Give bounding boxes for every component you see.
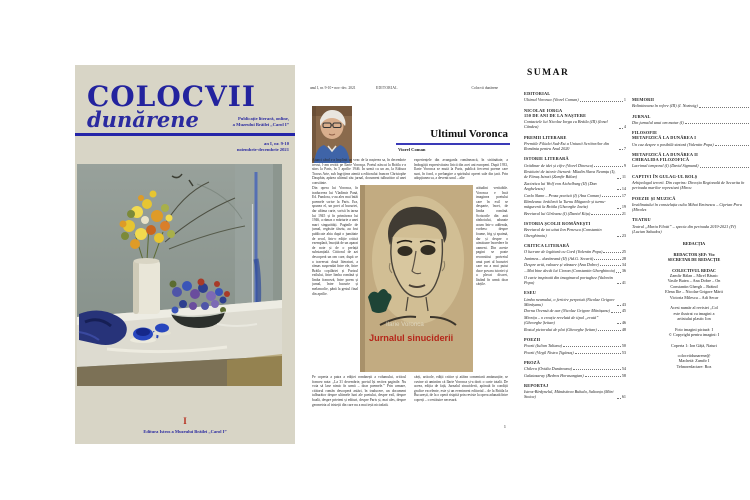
footer-line: © Copyright pentru imagini: I: [668, 332, 720, 338]
dot-leader: [594, 166, 623, 167]
toc-entry: Poezii (Virgil Nistru Țigănuș) 53: [524, 349, 626, 355]
dot-leader: [580, 101, 623, 102]
toc-entry: Premiile Filialei Sud-Est a Uniunii Scriitorilor din România pentru Anul 2020 7: [524, 140, 626, 152]
header-issue-info: anul I, nr. 9-10 • nov.-dec. 2021: [310, 86, 356, 90]
cover-tagline-line2: a Muzeului Brăilei „Carol I”: [232, 122, 289, 128]
toc-entry: Chilera (Ovidiu Dunăreanu) 54: [524, 366, 626, 372]
dot-leader: [575, 353, 621, 354]
author-photo: [312, 106, 352, 163]
toc-entry: Arhipelagul terorii. Din cuprins: Direcția Regională de Securita în perioada marilor represiuni (Mircu: [632, 180, 745, 191]
toc-entry: Rostul pictorului de plai (Gheorghe Șeitan) 48: [524, 326, 626, 332]
page-number: 1: [503, 424, 506, 429]
toc-title: SUMAR: [527, 68, 570, 78]
dot-leader: [594, 259, 621, 260]
dot-leader: [617, 236, 621, 237]
header-magazine-name: Colocvii dunărene: [471, 86, 498, 90]
toc-section-heading: REPORTAJ: [524, 382, 549, 388]
cover-page: [75, 65, 295, 444]
toc-footer: [632, 241, 750, 369]
toc-entry: Invălinatului în constelația cultu Mihai Eminescu – Ciprian Poru (Mirales: [632, 201, 742, 213]
toc-entry: Carla Slann – Proza poetică (I) (Ana Coman) 17: [524, 192, 626, 198]
footer-line: Acest număr al revistei „Col: [670, 305, 718, 311]
toc-entry: Poezii (Iulian Talianu) 50: [524, 343, 626, 349]
toc-section-heading: EDITORIAL: [524, 91, 551, 96]
article-author: Viorel Coman: [398, 147, 426, 152]
toc-section-heading: POEZII: [524, 336, 541, 342]
cover-tagline-line1: Publicație literară, online,: [237, 116, 289, 121]
footer-line: Vasile Butea – Ana Dobre – On: [667, 278, 721, 284]
footer-line: artistului plastic Ion: [677, 316, 711, 322]
footer-line: Elena Ilie – Nicolae Grigore Mării: [665, 289, 723, 295]
footer-line: este ilustrat cu imagini a: [673, 310, 715, 316]
toc-entry: Din jurnalul unui om matur (I): [632, 120, 750, 125]
dot-leader: [619, 128, 623, 129]
toc-section-heading: CAPTIVI ÎN GULAG-UL BOLȘ: [632, 173, 698, 179]
toc-section-heading: NICOLAE IORGA 150 DE ANI DE LA NAȘTERE: [524, 107, 587, 118]
footer-line: Victoria Milescu – Adi Secar: [669, 294, 719, 300]
toc-section-heading: PROZĂ: [524, 359, 541, 365]
toc-section-heading: JURNAL: [632, 113, 651, 119]
dot-leader: [591, 214, 621, 215]
footer-line: REDACȚIA: [682, 241, 706, 247]
toc-entry: O carte inspirată din imaginarul portughez (Valentin Popa) 41: [524, 274, 626, 286]
toc-section-heading: TEATRU: [632, 217, 651, 223]
cover-divider-rule: [75, 133, 295, 136]
toc-left-column: [524, 86, 626, 400]
dot-leader: [617, 178, 621, 179]
dot-leader: [602, 196, 621, 197]
footer-line: Machetă: Zamfir I: [678, 358, 710, 364]
header-section-label: EDITORIAL: [376, 86, 398, 90]
dot-leader: [617, 305, 621, 306]
dot-leader: [715, 145, 750, 146]
cover-tagline: [233, 116, 289, 128]
toc-section-heading: FILOSOFIE METAFIZICĂ LA DUNĂREA I: [632, 130, 697, 141]
toc-entry: Lacrimal temporal (I) (David Sigmund): [632, 163, 750, 168]
cover-painting: [77, 164, 282, 386]
dot-leader: [685, 123, 750, 124]
article-text-col2-bottom: cărți, articole, ediții critice și atâtea comentarii amănunțite, se cuvine să amintim că Ilarie Voronca și-a dorit o carte totală. De aceea, ediția de față, Jurnalul sinuciderii, apărută în condiții grafice excelente, este și un eveniment editorial – de la Brăila la București, de la o operă risipită prin reviste la opera adunată între coperți – o restituire necesară.: [414, 375, 508, 402]
book-author: Ilarie Voronca: [386, 321, 424, 328]
dot-leader: [573, 369, 621, 370]
toc-entry: Istros-Birdynelul, Mănăstirea Buhala, Saltonța (Mări Stoica) 61: [524, 389, 626, 400]
toc-section-heading: ISTORIA ȘCOLII ROMÂNEȘTI: [524, 220, 591, 226]
dot-leader: [617, 323, 621, 324]
toc-section-heading: ESEU: [524, 290, 537, 296]
toc-section-heading: POEZIE ȘI MUZICĂ: [632, 195, 676, 201]
dot-leader: [603, 252, 620, 253]
toc-entry: Galatasaray (Bedros Horasangian) 58: [524, 372, 626, 378]
toc-section-heading: METAFIZICĂ LA DUNĂREA II CHIRALIDA FILOZOFICĂ: [632, 151, 698, 163]
toc-right-column: [632, 92, 750, 369]
cover-issue-line2: noiembrie-decembrie 2021: [236, 147, 289, 153]
footer-line: REDACTOR ȘEF: Vio: [673, 251, 715, 257]
dot-leader: [619, 149, 623, 150]
toc-entry: Un caz despre o posibilă sinteză (Valentin Popa): [632, 142, 750, 147]
article-text-col2-wrap: atitudini veritabile. Voronca e încă imaginea poetului care în exil se desparte, încet, de limba română. Scrisorile din anii războiului, adunate acum într-o addenda, vorbesc despre foame, frig și spaimă, dar și despre o uimitoare încredere în oameni. Din aceste pagini se poate reconstitui portretul unui poet al bucuriei care nu a mai putut duce povara istoriei și a plecat discret, lăsând în urmă doar cărțile.: [476, 186, 508, 287]
toc-entry: Despre artă, valoare și vânzare (Ana Dobre) 34: [524, 262, 626, 268]
article-title: Ultimul Voronca: [430, 128, 508, 140]
article-text-col1-wrap: Din opera lui Voronca, în traducerea lui Vladimir Pană, Ed. Pandora, s-au ales mai întâi poemele scrise la Paris. Era, spunea el, un poet al bucuriei, dar ultima carte, scrisă în iarna lui 1945 și în primăvara lui 1946, a rămas o mărturie a unei mari singurătăți. Paginile de jurnal, regăsite târziu, au fost publicate abia după o jumătate de secol, într-o ediție critică exemplară, însoțită de un aparat de note și de o prefață substanțială. Cititorul de azi descoperă un om care, după ce a traversat două literaturi, a rămas suspendat între ele, între Brăila copilăriei și Parisul exilului, între limba română și limba franceză, între poem și jurnal, între bucurie și melancolie, până la gestul final din aprilie.: [312, 186, 358, 296]
dot-leader: [617, 208, 621, 209]
footer-line: colocviidunarene@: [677, 353, 711, 359]
cover-subtitle: dunărene: [87, 107, 199, 132]
toc-entry: Zacintica lui Wolf von Aichelburg (II) (Dan Anghelescu) 14: [524, 180, 626, 192]
dot-leader: [616, 272, 621, 273]
footer-line: COLECTIVUL REDAC: [672, 267, 716, 273]
footer-line: Constantin Ghergh – Brăind: [670, 283, 718, 289]
footer-line: Foto imagini pictură: I: [675, 326, 713, 332]
editorial-page: [310, 85, 510, 450]
toc-entry: Dorna Ovensă de aur (Nicolae Grigore Mărășanu) 45: [524, 308, 626, 314]
toc-section-heading: ISTORIE LITERARĂ: [524, 156, 569, 162]
toc-section-heading: MEMORII: [632, 97, 655, 102]
toc-entry: O lucrare de legătură cu Cord (Valentin Popa) 25: [524, 249, 626, 255]
dot-leader: [700, 167, 750, 168]
dot-leader: [585, 376, 621, 377]
toc-entry: Bolintineanu în refere (III) (I. Noztwig): [632, 103, 750, 108]
toc-entry: Miorița – o creație revelată de tipul „erată” (Gheorghe Șeitan) 46: [524, 314, 626, 326]
toc-entry: Limba neamului, o fericire perpetuă (Nicolae Grigore Mărășanu) 43: [524, 296, 626, 307]
toc-entry: ...Mai bine decât lui Cioran (Constantin Gherghinoiu) 36: [524, 268, 626, 274]
cover-issue-info: [237, 141, 289, 153]
dot-leader: [611, 312, 621, 313]
toc-entry: Breviarul de tot uitat Ion Penescu (Constantin Gherghinoiu) 23: [524, 227, 626, 238]
toc-section-heading: PREMII LITERARE: [524, 134, 567, 140]
publisher-mark: I: [183, 416, 187, 426]
toc-entry: Contactele lui Nicolae Iorga cu Brăila (III) (Ionel Cândea) 4: [524, 119, 626, 130]
toc-section-heading: CRITICA LITERARĂ: [524, 242, 570, 248]
article-title-rule: [396, 143, 510, 145]
toc-entry: Breviarul lui Gîrleanu (I) (Daniel Kițu) 21: [524, 210, 626, 216]
footer-line: SECRETAR DE REDACȚIE: [667, 257, 721, 263]
book-cover-image: [360, 185, 473, 372]
toc-entry: Ultimul Voronca (Viorel Coman) 1: [524, 97, 626, 103]
dot-leader: [617, 398, 621, 399]
footer-line: Coperta 1: Ion Gâță, Naturi: [671, 342, 717, 348]
footer-line: Zamfir Bălan – Mirel Băsnic: [669, 273, 719, 279]
book-title: Jurnalul sinuciderii: [369, 333, 454, 343]
article-text-col1-bottom: Pe coperta a patra a ediției românești a volumului, criticul francez nota: „La 31 decembrie, poetul își recitea paginile. Nu voia să lase nimic în urmă – doar poemele.” Prin urmare, cititorul român descoperă astăzi, în traducere, un document tulburător despre ultimele luni ale poetului, despre exil, despre boală, despre prieteni și edituri, despre Paris și, mai ales, despre geometria al tristeții din care nu a mai ieșit niciodată.: [312, 375, 406, 407]
dot-leader: [598, 330, 621, 331]
dot-leader: [617, 283, 621, 284]
toc-entry: Restituiri de istorie literară: Mladin Slava Neamțu (I), de Fănuș Istrati (Zamfir Bălan) 11: [524, 169, 626, 180]
cover-issue-line1: an I, nr. 9-10: [264, 141, 289, 146]
toc-entry: Junimea... dunăreană (II) (Ad.G. Secară) 28: [524, 255, 626, 261]
article-text-col2-top: experiențele din avangarda românească, în străinătate, a îmbogățit expresivitatea liricii din acei ani europeni. După 1933, Ilarie Voronca se mută la Paris, publică frecvent poeme care sunt, în fond, o prelungire a spiritului operei sale din țară. Prin adopțiunea sa, a devenit unul – alte: [414, 158, 508, 181]
dot-leader: [617, 189, 621, 190]
footer-line: Tehnoredactare: Roz: [676, 363, 712, 369]
toc-entry: Grădinar de idei și cifre (Viorel Dinescu) 9: [524, 162, 626, 168]
article-text-col1-top: Atunci când s-a împlinit un veac de la nașterea sa, în decembrie trecut, l-am recitit pe Ilarie Voronca. Poetul născut la Brăila s-a stins la Paris, în 5 aprilie 1946. În urmă cu un an, la Editura Tracus Arte, sub îngrijirea atentă a editorului francez Christophe Dauphin, apărea ultimul său jurnal, document tulburător al unei conștiințe.: [312, 158, 406, 184]
toc-entry: Teatrul „Maria Filotti” – specia din perioada 2019-2021 (IV) (Lucian Sabados): [632, 223, 737, 234]
cover-title: COLOCVII: [87, 80, 256, 113]
dot-leader: [699, 107, 750, 108]
dot-leader: [600, 265, 621, 266]
toc-entry: Râmleanu: brăilenii la Turnu Măgurele și turnu-măgurenii la Brăila (Gheorghe Iavitz) 19: [524, 199, 626, 210]
toc-page: [518, 60, 750, 455]
dot-leader: [563, 346, 621, 347]
publisher-name: Editura Istros a Muzeului Brăilei „Carol I”: [143, 429, 227, 434]
